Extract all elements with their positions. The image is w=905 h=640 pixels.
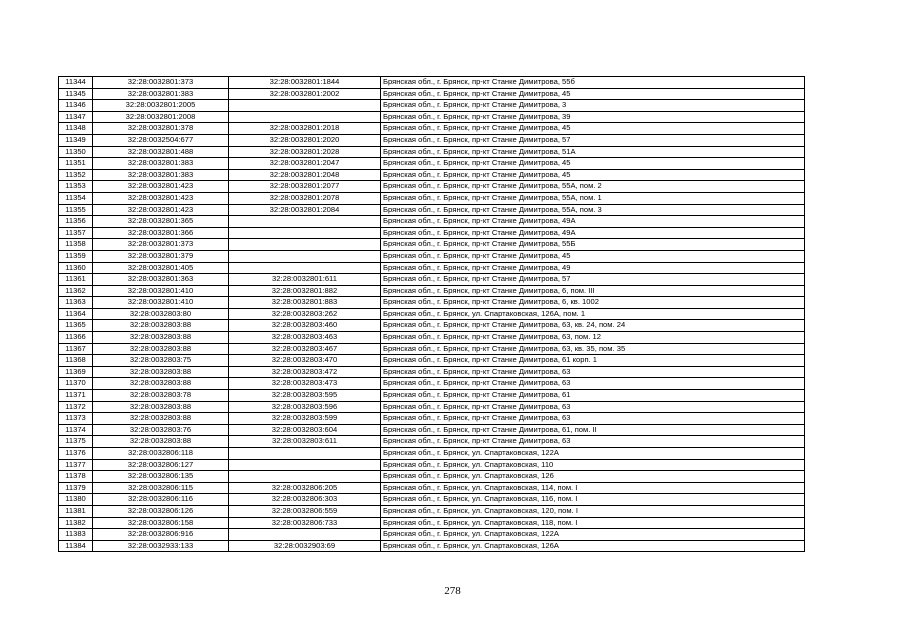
address-cell: Брянская обл., г. Брянск, ул. Спартаковская, 120, пом. I (381, 505, 805, 517)
row-number-cell: 11344 (59, 77, 93, 89)
building-cadastral-number-cell: 32:28:0032803:463 (229, 332, 381, 344)
land-cadastral-number-cell: 32:28:0032803:88 (93, 320, 229, 332)
table-row (59, 424, 805, 436)
land-cadastral-number-cell: 32:28:0032803:88 (93, 378, 229, 390)
address-cell: Брянская обл., г. Брянск, пр-кт Станке Димитрова, 63 (381, 378, 805, 390)
land-cadastral-number-cell: 32:28:0032806:158 (93, 517, 229, 529)
building-cadastral-number-cell: 32:28:0032803:467 (229, 343, 381, 355)
land-cadastral-number-cell: 32:28:0032801:378 (93, 123, 229, 135)
table-row (59, 181, 805, 193)
table-row (59, 482, 805, 494)
row-number-cell: 11348 (59, 123, 93, 135)
table-row (59, 459, 805, 471)
row-number-cell: 11358 (59, 239, 93, 251)
building-cadastral-number-cell (229, 262, 381, 274)
row-number-cell: 11364 (59, 308, 93, 320)
building-cadastral-number-cell: 32:28:0032803:604 (229, 424, 381, 436)
row-number-cell: 11361 (59, 274, 93, 286)
row-number-cell: 11371 (59, 390, 93, 402)
address-cell: Брянская обл., г. Брянск, пр-кт Станке Димитрова, 51А (381, 146, 805, 158)
table-row (59, 239, 805, 251)
building-cadastral-number-cell: 32:28:0032801:2028 (229, 146, 381, 158)
building-cadastral-number-cell: 32:28:0032801:2018 (229, 123, 381, 135)
land-cadastral-number-cell: 32:28:0032504:677 (93, 134, 229, 146)
address-cell: Брянская обл., г. Брянск, пр-кт Станке Димитрова, 45 (381, 169, 805, 181)
building-cadastral-number-cell: 32:28:0032806:733 (229, 517, 381, 529)
row-number-cell: 11349 (59, 134, 93, 146)
land-cadastral-number-cell: 32:28:0032801:2005 (93, 100, 229, 112)
table-row (59, 88, 805, 100)
building-cadastral-number-cell (229, 448, 381, 460)
table-row (59, 216, 805, 228)
land-cadastral-number-cell: 32:28:0032803:88 (93, 436, 229, 448)
address-cell: Брянская обл., г. Брянск, пр-кт Станке Димитрова, 57 (381, 134, 805, 146)
row-number-cell: 11373 (59, 413, 93, 425)
land-cadastral-number-cell: 32:28:0032933:133 (93, 540, 229, 552)
row-number-cell: 11359 (59, 250, 93, 262)
building-cadastral-number-cell: 32:28:0032903:69 (229, 540, 381, 552)
address-cell: Брянская обл., г. Брянск, ул. Спартаковская, 122А (381, 448, 805, 460)
land-cadastral-number-cell: 32:28:0032806:127 (93, 459, 229, 471)
building-cadastral-number-cell (229, 111, 381, 123)
table-row (59, 366, 805, 378)
building-cadastral-number-cell: 32:28:0032803:611 (229, 436, 381, 448)
building-cadastral-number-cell: 32:28:0032801:2020 (229, 134, 381, 146)
address-cell: Брянская обл., г. Брянск, пр-кт Станке Димитрова, 45 (381, 88, 805, 100)
address-cell: Брянская обл., г. Брянск, пр-кт Станке Димитрова, 39 (381, 111, 805, 123)
address-cell: Брянская обл., г. Брянск, ул. Спартаковская, 110 (381, 459, 805, 471)
address-cell: Брянская обл., г. Брянск, пр-кт Станке Димитрова, 3 (381, 100, 805, 112)
row-number-cell: 11352 (59, 169, 93, 181)
table-row (59, 146, 805, 158)
address-cell: Брянская обл., г. Брянск, ул. Спартаковская, 122А (381, 529, 805, 541)
table-row (59, 378, 805, 390)
row-number-cell: 11363 (59, 297, 93, 309)
building-cadastral-number-cell (229, 529, 381, 541)
address-cell: Брянская обл., г. Брянск, пр-кт Станке Димитрова, 45 (381, 123, 805, 135)
building-cadastral-number-cell: 32:28:0032801:2048 (229, 169, 381, 181)
address-cell: Брянская обл., г. Брянск, пр-кт Станке Димитрова, 49 (381, 262, 805, 274)
table-row (59, 158, 805, 170)
building-cadastral-number-cell: 32:28:0032801:2077 (229, 181, 381, 193)
address-cell: Брянская обл., г. Брянск, ул. Спартаковская, 114, пом. I (381, 482, 805, 494)
land-cadastral-number-cell: 32:28:0032801:363 (93, 274, 229, 286)
building-cadastral-number-cell (229, 216, 381, 228)
table-row (59, 505, 805, 517)
building-cadastral-number-cell: 32:28:0032801:2002 (229, 88, 381, 100)
row-number-cell: 11377 (59, 459, 93, 471)
table-row (59, 320, 805, 332)
address-cell: Брянская обл., г. Брянск, пр-кт Станке Димитрова, 63, пом. 12 (381, 332, 805, 344)
building-cadastral-number-cell: 32:28:0032803:596 (229, 401, 381, 413)
table-row (59, 540, 805, 552)
row-number-cell: 11382 (59, 517, 93, 529)
address-cell: Брянская обл., г. Брянск, пр-кт Станке Димитрова, 55А, пом. 2 (381, 181, 805, 193)
building-cadastral-number-cell: 32:28:0032801:611 (229, 274, 381, 286)
address-cell: Брянская обл., г. Брянск, ул. Спартаковская, 126 (381, 471, 805, 483)
building-cadastral-number-cell: 32:28:0032801:2047 (229, 158, 381, 170)
table-row (59, 494, 805, 506)
row-number-cell: 11360 (59, 262, 93, 274)
land-cadastral-number-cell: 32:28:0032801:410 (93, 285, 229, 297)
address-cell: Брянская обл., г. Брянск, пр-кт Станке Димитрова, 61 (381, 390, 805, 402)
table-row (59, 262, 805, 274)
land-cadastral-number-cell: 32:28:0032801:383 (93, 88, 229, 100)
table-row (59, 169, 805, 181)
land-cadastral-number-cell: 32:28:0032806:115 (93, 482, 229, 494)
land-cadastral-number-cell: 32:28:0032803:88 (93, 332, 229, 344)
land-cadastral-number-cell: 32:28:0032801:383 (93, 169, 229, 181)
registry-table-body (59, 77, 805, 552)
building-cadastral-number-cell (229, 459, 381, 471)
building-cadastral-number-cell: 32:28:0032801:1844 (229, 77, 381, 89)
address-cell: Брянская обл., г. Брянск, пр-кт Станке Димитрова, 55А, пом. 3 (381, 204, 805, 216)
building-cadastral-number-cell: 32:28:0032806:559 (229, 505, 381, 517)
land-cadastral-number-cell: 32:28:0032801:423 (93, 192, 229, 204)
row-number-cell: 11367 (59, 343, 93, 355)
table-row (59, 529, 805, 541)
table-row (59, 401, 805, 413)
address-cell: Брянская обл., г. Брянск, пр-кт Станке Димитрова, 55б (381, 77, 805, 89)
land-cadastral-number-cell: 32:28:0032806:916 (93, 529, 229, 541)
building-cadastral-number-cell: 32:28:0032806:303 (229, 494, 381, 506)
row-number-cell: 11384 (59, 540, 93, 552)
address-cell: Брянская обл., г. Брянск, пр-кт Станке Димитрова, 6, пом. III (381, 285, 805, 297)
table-row (59, 413, 805, 425)
table-row (59, 297, 805, 309)
table-row (59, 343, 805, 355)
row-number-cell: 11365 (59, 320, 93, 332)
table-row (59, 100, 805, 112)
land-cadastral-number-cell: 32:28:0032803:88 (93, 343, 229, 355)
address-cell: Брянская обл., г. Брянск, пр-кт Станке Димитрова, 63, кв. 24, пом. 24 (381, 320, 805, 332)
row-number-cell: 11379 (59, 482, 93, 494)
land-cadastral-number-cell: 32:28:0032801:423 (93, 204, 229, 216)
address-cell: Брянская обл., г. Брянск, пр-кт Станке Димитрова, 63 (381, 436, 805, 448)
building-cadastral-number-cell: 32:28:0032801:2084 (229, 204, 381, 216)
land-cadastral-number-cell: 32:28:0032803:80 (93, 308, 229, 320)
row-number-cell: 11376 (59, 448, 93, 460)
address-cell: Брянская обл., г. Брянск, ул. Спартаковская, 116, пом. I (381, 494, 805, 506)
row-number-cell: 11374 (59, 424, 93, 436)
land-cadastral-number-cell: 32:28:0032801:2008 (93, 111, 229, 123)
building-cadastral-number-cell: 32:28:0032803:472 (229, 366, 381, 378)
row-number-cell: 11366 (59, 332, 93, 344)
row-number-cell: 11370 (59, 378, 93, 390)
table-row (59, 123, 805, 135)
land-cadastral-number-cell: 32:28:0032806:135 (93, 471, 229, 483)
table-row (59, 192, 805, 204)
table-row (59, 390, 805, 402)
address-cell: Брянская обл., г. Брянск, пр-кт Станке Димитрова, 6, кв. 1002 (381, 297, 805, 309)
row-number-cell: 11347 (59, 111, 93, 123)
building-cadastral-number-cell (229, 227, 381, 239)
table-row (59, 517, 805, 529)
table-row (59, 471, 805, 483)
land-cadastral-number-cell: 32:28:0032801:365 (93, 216, 229, 228)
table-row (59, 448, 805, 460)
row-number-cell: 11355 (59, 204, 93, 216)
land-cadastral-number-cell: 32:28:0032803:88 (93, 401, 229, 413)
building-cadastral-number-cell: 32:28:0032801:882 (229, 285, 381, 297)
page-number: 278 (444, 585, 461, 597)
building-cadastral-number-cell (229, 239, 381, 251)
row-number-cell: 11362 (59, 285, 93, 297)
address-cell: Брянская обл., г. Брянск, пр-кт Станке Димитрова, 63 (381, 401, 805, 413)
table-row (59, 227, 805, 239)
row-number-cell: 11351 (59, 158, 93, 170)
row-number-cell: 11350 (59, 146, 93, 158)
address-cell: Брянская обл., г. Брянск, пр-кт Станке Димитрова, 63 (381, 366, 805, 378)
land-cadastral-number-cell: 32:28:0032801:405 (93, 262, 229, 274)
building-cadastral-number-cell: 32:28:0032801:883 (229, 297, 381, 309)
address-cell: Брянская обл., г. Брянск, ул. Спартаковская, 118, пом. I (381, 517, 805, 529)
table-row (59, 111, 805, 123)
land-cadastral-number-cell: 32:28:0032806:118 (93, 448, 229, 460)
building-cadastral-number-cell: 32:28:0032803:262 (229, 308, 381, 320)
building-cadastral-number-cell: 32:28:0032801:2078 (229, 192, 381, 204)
row-number-cell: 11380 (59, 494, 93, 506)
land-cadastral-number-cell: 32:28:0032801:373 (93, 239, 229, 251)
address-cell: Брянская обл., г. Брянск, пр-кт Станке Димитрова, 63 (381, 413, 805, 425)
table-row (59, 355, 805, 367)
land-cadastral-number-cell: 32:28:0032806:126 (93, 505, 229, 517)
address-cell: Брянская обл., г. Брянск, пр-кт Станке Димитрова, 57 (381, 274, 805, 286)
address-cell: Брянская обл., г. Брянск, пр-кт Станке Димитрова, 61 корп. 1 (381, 355, 805, 367)
address-cell: Брянская обл., г. Брянск, пр-кт Станке Димитрова, 61, пом. II (381, 424, 805, 436)
land-cadastral-number-cell: 32:28:0032801:366 (93, 227, 229, 239)
land-cadastral-number-cell: 32:28:0032803:78 (93, 390, 229, 402)
land-cadastral-number-cell: 32:28:0032803:76 (93, 424, 229, 436)
row-number-cell: 11383 (59, 529, 93, 541)
building-cadastral-number-cell (229, 250, 381, 262)
table-row (59, 204, 805, 216)
land-cadastral-number-cell: 32:28:0032801:373 (93, 77, 229, 89)
address-cell: Брянская обл., г. Брянск, пр-кт Станке Димитрова, 49А (381, 227, 805, 239)
table-row (59, 332, 805, 344)
row-number-cell: 11354 (59, 192, 93, 204)
building-cadastral-number-cell (229, 100, 381, 112)
address-cell: Брянская обл., г. Брянск, ул. Спартаковская, 126А (381, 540, 805, 552)
address-cell: Брянская обл., г. Брянск, пр-кт Станке Димитрова, 45 (381, 250, 805, 262)
building-cadastral-number-cell: 32:28:0032803:470 (229, 355, 381, 367)
land-cadastral-number-cell: 32:28:0032803:88 (93, 366, 229, 378)
address-cell: Брянская обл., г. Брянск, ул. Спартаковская, 126А, пом. 1 (381, 308, 805, 320)
table-row (59, 285, 805, 297)
table-row (59, 250, 805, 262)
building-cadastral-number-cell: 32:28:0032803:599 (229, 413, 381, 425)
address-cell: Брянская обл., г. Брянск, пр-кт Станке Димитрова, 63, кв. 35, пом. 35 (381, 343, 805, 355)
building-cadastral-number-cell: 32:28:0032806:205 (229, 482, 381, 494)
registry-table (58, 76, 805, 552)
row-number-cell: 11346 (59, 100, 93, 112)
table-row (59, 308, 805, 320)
table-row (59, 436, 805, 448)
row-number-cell: 11353 (59, 181, 93, 193)
row-number-cell: 11378 (59, 471, 93, 483)
building-cadastral-number-cell: 32:28:0032803:473 (229, 378, 381, 390)
row-number-cell: 11369 (59, 366, 93, 378)
row-number-cell: 11345 (59, 88, 93, 100)
table-row (59, 274, 805, 286)
table-row (59, 77, 805, 89)
row-number-cell: 11368 (59, 355, 93, 367)
land-cadastral-number-cell: 32:28:0032801:488 (93, 146, 229, 158)
land-cadastral-number-cell: 32:28:0032803:88 (93, 413, 229, 425)
building-cadastral-number-cell: 32:28:0032803:460 (229, 320, 381, 332)
land-cadastral-number-cell: 32:28:0032803:75 (93, 355, 229, 367)
building-cadastral-number-cell: 32:28:0032803:595 (229, 390, 381, 402)
table-row (59, 134, 805, 146)
land-cadastral-number-cell: 32:28:0032801:379 (93, 250, 229, 262)
row-number-cell: 11357 (59, 227, 93, 239)
land-cadastral-number-cell: 32:28:0032801:410 (93, 297, 229, 309)
land-cadastral-number-cell: 32:28:0032806:116 (93, 494, 229, 506)
row-number-cell: 11375 (59, 436, 93, 448)
address-cell: Брянская обл., г. Брянск, пр-кт Станке Димитрова, 45 (381, 158, 805, 170)
address-cell: Брянская обл., г. Брянск, пр-кт Станке Димитрова, 49А (381, 216, 805, 228)
building-cadastral-number-cell (229, 471, 381, 483)
row-number-cell: 11372 (59, 401, 93, 413)
land-cadastral-number-cell: 32:28:0032801:423 (93, 181, 229, 193)
row-number-cell: 11356 (59, 216, 93, 228)
land-cadastral-number-cell: 32:28:0032801:383 (93, 158, 229, 170)
row-number-cell: 11381 (59, 505, 93, 517)
address-cell: Брянская обл., г. Брянск, пр-кт Станке Димитрова, 55А, пом. 1 (381, 192, 805, 204)
address-cell: Брянская обл., г. Брянск, пр-кт Станке Димитрова, 55Б (381, 239, 805, 251)
